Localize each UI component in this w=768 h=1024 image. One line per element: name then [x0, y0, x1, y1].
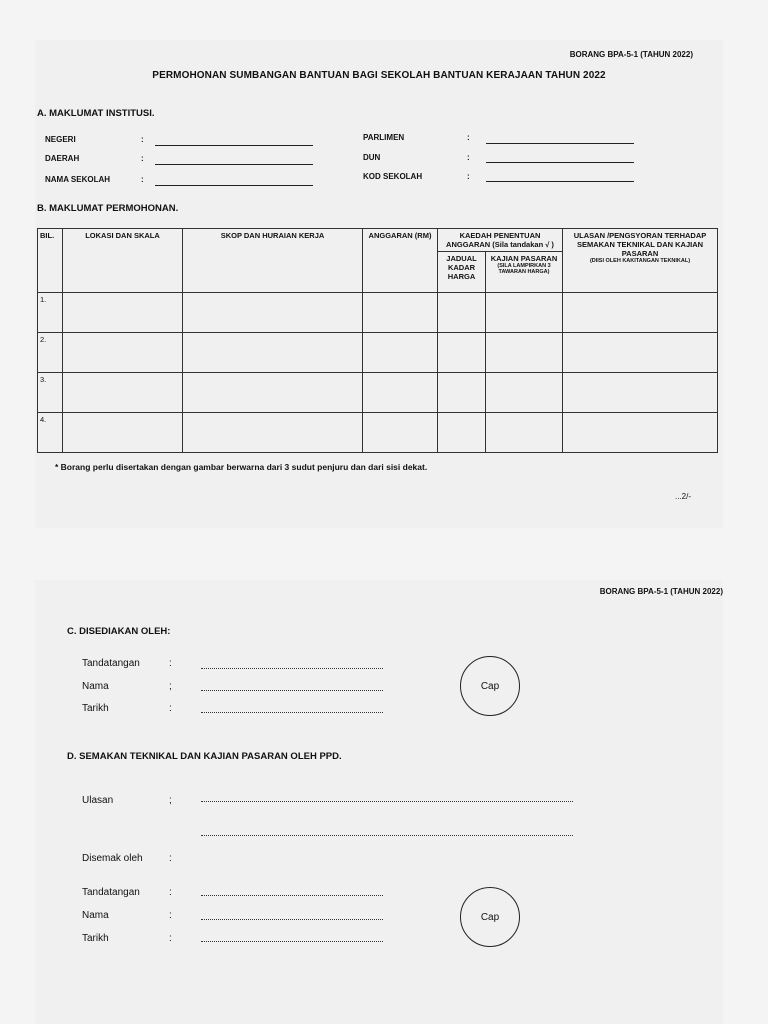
colon: : [141, 175, 144, 184]
label-disemak-oleh: Disemak oleh [82, 853, 143, 864]
stamp-circle: Cap [460, 656, 520, 716]
section-c-heading: C. DISEDIAKAN OLEH: [67, 626, 171, 637]
colon: : [467, 172, 470, 181]
input-ulasan-line-1[interactable] [201, 801, 573, 802]
colon: : [169, 853, 172, 864]
section-d-heading: D. SEMAKAN TEKNIKAL DAN KAJIAN PASARAN OLEH PPD. [67, 751, 342, 762]
header-bil: BIL. [38, 229, 63, 293]
label-nama: Nama [82, 910, 109, 921]
input-nama[interactable] [201, 690, 383, 691]
cell-anggaran[interactable] [363, 333, 438, 373]
cell-anggaran[interactable] [363, 413, 438, 453]
colon: : [169, 933, 172, 944]
cell-anggaran[interactable] [363, 293, 438, 333]
table-row [38, 373, 718, 413]
colon: : [141, 135, 144, 144]
label-nama: Nama [82, 681, 109, 692]
table-row [38, 293, 718, 333]
cell-ulasan[interactable] [563, 333, 718, 373]
cell-ulasan[interactable] [563, 293, 718, 333]
cell-kajian[interactable] [486, 333, 563, 373]
cell-skop[interactable] [183, 333, 363, 373]
row-number: 3. [38, 373, 63, 413]
row-number: 2. [38, 333, 63, 373]
input-tandatangan[interactable] [201, 668, 383, 669]
field-input-nama-sekolah[interactable] [155, 185, 313, 186]
form-reference: BORANG BPA-5-1 (TAHUN 2022) [569, 50, 693, 59]
colon: : [467, 133, 470, 142]
colon: : [467, 153, 470, 162]
header-anggaran: ANGGARAN (RM) [363, 229, 438, 293]
label-tandatangan: Tandatangan [82, 887, 140, 898]
field-input-parlimen[interactable] [486, 143, 634, 144]
header-lokasi: LOKASI DAN SKALA [63, 229, 183, 293]
label-tarikh: Tarikh [82, 933, 109, 944]
form-page-2 [35, 580, 723, 1024]
input-ulasan-line-2[interactable] [201, 835, 573, 836]
form-title: PERMOHONAN SUMBANGAN BANTUAN BAGI SEKOLAH BANTUAN KERAJAAN TAHUN 2022 [152, 70, 606, 81]
header-kajian-note: (SILA LAMPIRKAN 3 TAWARAN HARGA) [497, 263, 551, 275]
table-row [38, 333, 718, 373]
cell-jadual[interactable] [438, 333, 486, 373]
header-skop: SKOP DAN HURAIAN KERJA [183, 229, 363, 293]
field-label-kod-sekolah: KOD SEKOLAH [363, 172, 423, 181]
colon: : [169, 887, 172, 898]
row-number: 4. [38, 413, 63, 453]
photo-note: * Borang perlu disertakan dengan gambar berwarna dari 3 sudut penjuru dan dari sisi dekat. [55, 462, 428, 472]
field-label-daerah: DAERAH [45, 154, 80, 163]
cell-ulasan[interactable] [563, 413, 718, 453]
cell-jadual[interactable] [438, 293, 486, 333]
cell-kajian[interactable] [486, 413, 563, 453]
field-label-parlimen: PARLIMEN [363, 133, 405, 142]
colon: ; [169, 681, 172, 692]
form-page-1 [35, 40, 723, 528]
form-reference: BORANG BPA-5-1 (TAHUN 2022) [599, 587, 723, 596]
cell-kajian[interactable] [486, 373, 563, 413]
input-tarikh[interactable] [201, 941, 383, 942]
label-ulasan: Ulasan [82, 795, 114, 806]
input-tandatangan[interactable] [201, 895, 383, 896]
cell-jadual[interactable] [438, 373, 486, 413]
header-jadual: JADUAL KADAR HARGA [438, 252, 486, 293]
header-ulasan-text: ULASAN /PENGSYORAN TERHADAP SEMAKAN TEKNIKAL DAN KAJIAN PASARAN [573, 231, 707, 258]
cell-lokasi[interactable] [63, 333, 183, 373]
row-number: 1. [38, 293, 63, 333]
stamp-circle: Cap [460, 887, 520, 947]
label-tarikh: Tarikh [82, 703, 109, 714]
section-a-heading: A. MAKLUMAT INSTITUSI. [37, 108, 155, 119]
field-input-dun[interactable] [486, 162, 634, 163]
field-input-daerah[interactable] [155, 164, 313, 165]
cell-lokasi[interactable] [63, 373, 183, 413]
header-ulasan [563, 229, 718, 293]
colon: : [141, 154, 144, 163]
cell-skop[interactable] [183, 413, 363, 453]
colon: ; [169, 795, 172, 806]
field-label-nama-sekolah: NAMA SEKOLAH [45, 175, 111, 184]
cell-lokasi[interactable] [63, 413, 183, 453]
cell-lokasi[interactable] [63, 293, 183, 333]
colon: : [169, 658, 172, 669]
field-label-dun: DUN [363, 153, 381, 162]
label-tandatangan: Tandatangan [82, 658, 140, 669]
header-kaedah: KAEDAH PENENTUAN ANGGARAN (Sila tandakan √ ) [438, 229, 563, 252]
input-tarikh[interactable] [201, 712, 383, 713]
section-b-heading: B. MAKLUMAT PERMOHONAN. [37, 203, 179, 214]
colon: : [169, 910, 172, 921]
cell-anggaran[interactable] [363, 373, 438, 413]
cell-kajian[interactable] [486, 293, 563, 333]
page-marker: ...2/- [674, 492, 691, 501]
field-label-negeri: NEGERI [45, 135, 76, 144]
header-kajian [486, 252, 563, 293]
application-table [37, 228, 718, 453]
input-nama[interactable] [201, 919, 383, 920]
table-row [38, 413, 718, 453]
header-ulasan-note: (DIISI OLEH KAKITANGAN TEKNIKAL) [589, 258, 691, 264]
colon: : [169, 703, 172, 714]
header-kajian-text: KAJIAN PASARAN [490, 254, 558, 263]
cell-skop[interactable] [183, 373, 363, 413]
cell-ulasan[interactable] [563, 373, 718, 413]
cell-jadual[interactable] [438, 413, 486, 453]
field-input-negeri[interactable] [155, 145, 313, 146]
cell-skop[interactable] [183, 293, 363, 333]
field-input-kod-sekolah[interactable] [486, 181, 634, 182]
